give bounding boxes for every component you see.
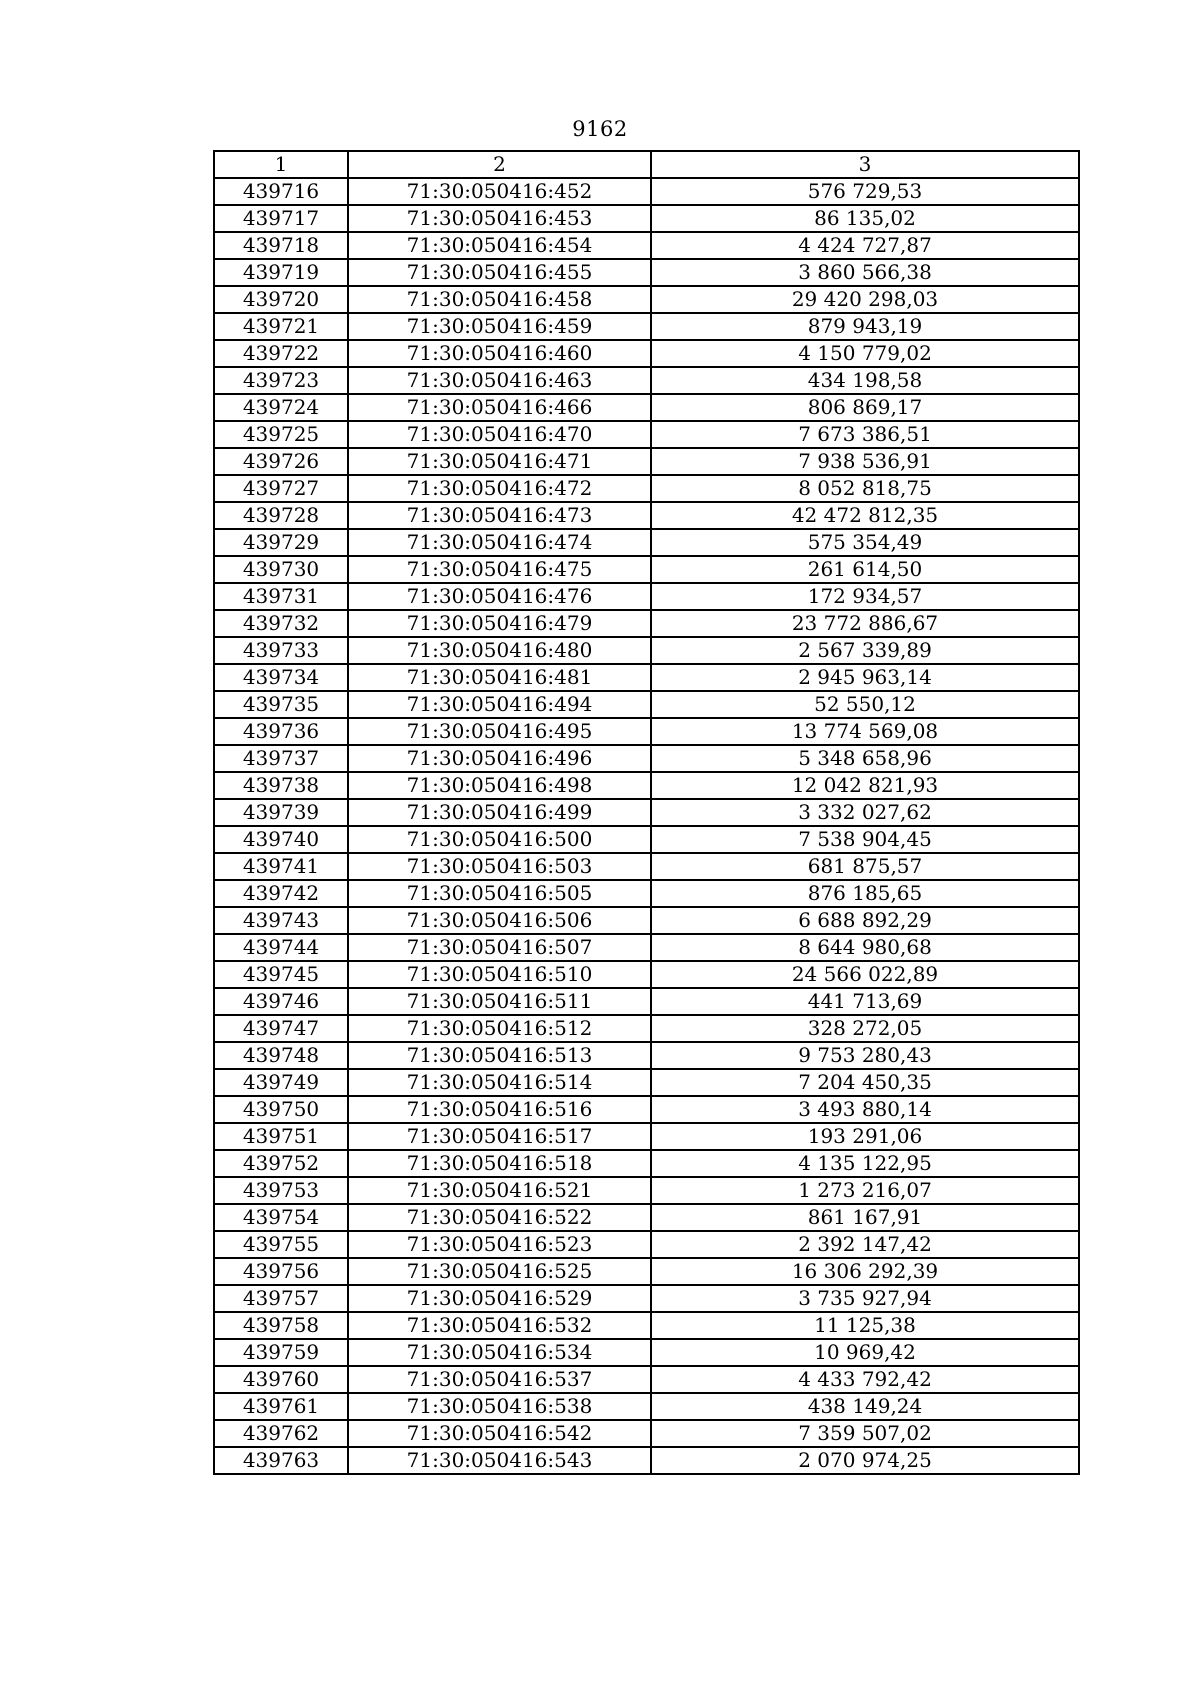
- row-number-cell: 439731: [214, 583, 348, 610]
- row-number-cell: 439717: [214, 205, 348, 232]
- row-number-cell: 439740: [214, 826, 348, 853]
- cadastral-number-cell: 71:30:050416:538: [348, 1393, 651, 1420]
- table-row: [214, 1339, 1079, 1366]
- page-number: 9162: [572, 117, 628, 141]
- row-number-cell: 439757: [214, 1285, 348, 1312]
- row-number-cell: 439753: [214, 1177, 348, 1204]
- cadastral-number-cell: 71:30:050416:455: [348, 259, 651, 286]
- table-row: [214, 637, 1079, 664]
- cadastral-number-cell: 71:30:050416:534: [348, 1339, 651, 1366]
- row-number-cell: 439756: [214, 1258, 348, 1285]
- row-number-cell: 439742: [214, 880, 348, 907]
- cadastral-number-cell: 71:30:050416:516: [348, 1096, 651, 1123]
- table-row: [214, 475, 1079, 502]
- cadastral-value-cell: 3 493 880,14: [651, 1096, 1079, 1123]
- cadastral-value-cell: 1 273 216,07: [651, 1177, 1079, 1204]
- cadastral-value-cell: 434 198,58: [651, 367, 1079, 394]
- row-number-cell: 439758: [214, 1312, 348, 1339]
- cadastral-value-table: [213, 150, 1080, 1475]
- row-number-cell: 439749: [214, 1069, 348, 1096]
- row-number-cell: 439763: [214, 1447, 348, 1474]
- cadastral-number-cell: 71:30:050416:476: [348, 583, 651, 610]
- table-row: [214, 988, 1079, 1015]
- cadastral-number-cell: 71:30:050416:473: [348, 502, 651, 529]
- cadastral-number-cell: 71:30:050416:507: [348, 934, 651, 961]
- table-row: [214, 1393, 1079, 1420]
- table-row: [214, 1312, 1079, 1339]
- row-number-cell: 439747: [214, 1015, 348, 1042]
- table-row: [214, 394, 1079, 421]
- cadastral-number-cell: 71:30:050416:525: [348, 1258, 651, 1285]
- table-row: [214, 1258, 1079, 1285]
- row-number-cell: 439725: [214, 421, 348, 448]
- cadastral-value-cell: 576 729,53: [651, 178, 1079, 205]
- cadastral-number-cell: 71:30:050416:529: [348, 1285, 651, 1312]
- cadastral-value-cell: 8 052 818,75: [651, 475, 1079, 502]
- cadastral-value-cell: 2 392 147,42: [651, 1231, 1079, 1258]
- table-row: [214, 1177, 1079, 1204]
- table-row: [214, 691, 1079, 718]
- cadastral-number-cell: 71:30:050416:518: [348, 1150, 651, 1177]
- cadastral-value-cell: 52 550,12: [651, 691, 1079, 718]
- cadastral-number-cell: 71:30:050416:495: [348, 718, 651, 745]
- row-number-cell: 439727: [214, 475, 348, 502]
- table-row: [214, 1366, 1079, 1393]
- cadastral-number-cell: 71:30:050416:480: [348, 637, 651, 664]
- table-row: [214, 907, 1079, 934]
- table-row: [214, 664, 1079, 691]
- cadastral-number-cell: 71:30:050416:474: [348, 529, 651, 556]
- row-number-cell: 439754: [214, 1204, 348, 1231]
- cadastral-number-cell: 71:30:050416:514: [348, 1069, 651, 1096]
- cadastral-value-cell: 681 875,57: [651, 853, 1079, 880]
- table-row: [214, 880, 1079, 907]
- table-row: [214, 1231, 1079, 1258]
- cadastral-number-cell: 71:30:050416:452: [348, 178, 651, 205]
- cadastral-value-cell: 29 420 298,03: [651, 286, 1079, 313]
- table-row: [214, 286, 1079, 313]
- cadastral-number-cell: 71:30:050416:512: [348, 1015, 651, 1042]
- cadastral-value-cell: 7 938 536,91: [651, 448, 1079, 475]
- cadastral-value-cell: 8 644 980,68: [651, 934, 1079, 961]
- cadastral-value-cell: 575 354,49: [651, 529, 1079, 556]
- table-row: [214, 1096, 1079, 1123]
- row-number-cell: 439724: [214, 394, 348, 421]
- cadastral-value-cell: 4 135 122,95: [651, 1150, 1079, 1177]
- row-number-cell: 439730: [214, 556, 348, 583]
- row-number-cell: 439745: [214, 961, 348, 988]
- table-row: [214, 421, 1079, 448]
- cadastral-number-cell: 71:30:050416:522: [348, 1204, 651, 1231]
- cadastral-number-cell: 71:30:050416:511: [348, 988, 651, 1015]
- cadastral-number-cell: 71:30:050416:472: [348, 475, 651, 502]
- table-row: [214, 799, 1079, 826]
- table-row: [214, 745, 1079, 772]
- cadastral-value-cell: 861 167,91: [651, 1204, 1079, 1231]
- row-number-cell: 439744: [214, 934, 348, 961]
- row-number-cell: 439760: [214, 1366, 348, 1393]
- row-number-cell: 439728: [214, 502, 348, 529]
- cadastral-value-cell: 4 433 792,42: [651, 1366, 1079, 1393]
- table-row: [214, 718, 1079, 745]
- table-row: [214, 853, 1079, 880]
- cadastral-value-cell: 23 772 886,67: [651, 610, 1079, 637]
- table-row: [214, 961, 1079, 988]
- cadastral-value-cell: 9 753 280,43: [651, 1042, 1079, 1069]
- row-number-cell: 439761: [214, 1393, 348, 1420]
- table-row: [214, 826, 1079, 853]
- header-cell-3: 3: [651, 151, 1079, 178]
- row-number-cell: 439716: [214, 178, 348, 205]
- row-number-cell: 439726: [214, 448, 348, 475]
- cadastral-number-cell: 71:30:050416:459: [348, 313, 651, 340]
- cadastral-number-cell: 71:30:050416:471: [348, 448, 651, 475]
- row-number-cell: 439739: [214, 799, 348, 826]
- cadastral-value-cell: 42 472 812,35: [651, 502, 1079, 529]
- cadastral-value-cell: 10 969,42: [651, 1339, 1079, 1366]
- cadastral-value-cell: 441 713,69: [651, 988, 1079, 1015]
- row-number-cell: 439752: [214, 1150, 348, 1177]
- header-cell-2: 2: [348, 151, 651, 178]
- table-row: [214, 1123, 1079, 1150]
- row-number-cell: 439720: [214, 286, 348, 313]
- row-number-cell: 439719: [214, 259, 348, 286]
- row-number-cell: 439732: [214, 610, 348, 637]
- cadastral-value-cell: 193 291,06: [651, 1123, 1079, 1150]
- row-number-cell: 439733: [214, 637, 348, 664]
- cadastral-value-cell: 24 566 022,89: [651, 961, 1079, 988]
- row-number-cell: 439722: [214, 340, 348, 367]
- cadastral-value-cell: 3 332 027,62: [651, 799, 1079, 826]
- cadastral-number-cell: 71:30:050416:458: [348, 286, 651, 313]
- table-row: [214, 367, 1079, 394]
- cadastral-value-cell: 4 150 779,02: [651, 340, 1079, 367]
- cadastral-value-cell: 438 149,24: [651, 1393, 1079, 1420]
- row-number-cell: 439755: [214, 1231, 348, 1258]
- table-row: [214, 529, 1079, 556]
- cadastral-value-cell: 86 135,02: [651, 205, 1079, 232]
- cadastral-value-cell: 879 943,19: [651, 313, 1079, 340]
- cadastral-value-cell: 13 774 569,08: [651, 718, 1079, 745]
- row-number-cell: 439723: [214, 367, 348, 394]
- cadastral-value-cell: 3 735 927,94: [651, 1285, 1079, 1312]
- cadastral-number-cell: 71:30:050416:503: [348, 853, 651, 880]
- cadastral-number-cell: 71:30:050416:481: [348, 664, 651, 691]
- cadastral-value-cell: 806 869,17: [651, 394, 1079, 421]
- table-row: [214, 610, 1079, 637]
- table-body: [214, 151, 1079, 1474]
- table-row: [214, 448, 1079, 475]
- cadastral-number-cell: 71:30:050416:460: [348, 340, 651, 367]
- row-number-cell: 439735: [214, 691, 348, 718]
- cadastral-number-cell: 71:30:050416:510: [348, 961, 651, 988]
- table-row: [214, 583, 1079, 610]
- cadastral-value-cell: 4 424 727,87: [651, 232, 1079, 259]
- cadastral-value-cell: 3 860 566,38: [651, 259, 1079, 286]
- row-number-cell: 439759: [214, 1339, 348, 1366]
- row-number-cell: 439762: [214, 1420, 348, 1447]
- cadastral-number-cell: 71:30:050416:500: [348, 826, 651, 853]
- cadastral-number-cell: 71:30:050416:466: [348, 394, 651, 421]
- row-number-cell: 439737: [214, 745, 348, 772]
- cadastral-value-cell: 7 538 904,45: [651, 826, 1079, 853]
- cadastral-number-cell: 71:30:050416:542: [348, 1420, 651, 1447]
- row-number-cell: 439734: [214, 664, 348, 691]
- cadastral-number-cell: 71:30:050416:505: [348, 880, 651, 907]
- cadastral-value-cell: 12 042 821,93: [651, 772, 1079, 799]
- cadastral-value-cell: 2 945 963,14: [651, 664, 1079, 691]
- table-row: [214, 934, 1079, 961]
- row-number-cell: 439718: [214, 232, 348, 259]
- row-number-cell: 439741: [214, 853, 348, 880]
- row-number-cell: 439729: [214, 529, 348, 556]
- table-row: [214, 1015, 1079, 1042]
- cadastral-number-cell: 71:30:050416:496: [348, 745, 651, 772]
- row-number-cell: 439750: [214, 1096, 348, 1123]
- cadastral-value-cell: 11 125,38: [651, 1312, 1079, 1339]
- cadastral-number-cell: 71:30:050416:506: [348, 907, 651, 934]
- row-number-cell: 439751: [214, 1123, 348, 1150]
- table-row: [214, 556, 1079, 583]
- table-row: [214, 232, 1079, 259]
- cadastral-value-cell: 5 348 658,96: [651, 745, 1079, 772]
- cadastral-number-cell: 71:30:050416:479: [348, 610, 651, 637]
- table-row: [214, 1150, 1079, 1177]
- table-row: [214, 340, 1079, 367]
- row-number-cell: 439746: [214, 988, 348, 1015]
- cadastral-value-cell: 2 567 339,89: [651, 637, 1079, 664]
- cadastral-number-cell: 71:30:050416:498: [348, 772, 651, 799]
- row-number-cell: 439736: [214, 718, 348, 745]
- cadastral-value-cell: 261 614,50: [651, 556, 1079, 583]
- cadastral-value-cell: 172 934,57: [651, 583, 1079, 610]
- row-number-cell: 439748: [214, 1042, 348, 1069]
- cadastral-value-cell: 2 070 974,25: [651, 1447, 1079, 1474]
- cadastral-number-cell: 71:30:050416:537: [348, 1366, 651, 1393]
- row-number-cell: 439721: [214, 313, 348, 340]
- cadastral-number-cell: 71:30:050416:453: [348, 205, 651, 232]
- header-row: [214, 151, 1079, 178]
- cadastral-number-cell: 71:30:050416:523: [348, 1231, 651, 1258]
- cadastral-value-cell: 328 272,05: [651, 1015, 1079, 1042]
- table-row: [214, 772, 1079, 799]
- cadastral-value-cell: 6 688 892,29: [651, 907, 1079, 934]
- table-row: [214, 1285, 1079, 1312]
- cadastral-value-cell: 876 185,65: [651, 880, 1079, 907]
- cadastral-value-cell: 7 359 507,02: [651, 1420, 1079, 1447]
- cadastral-number-cell: 71:30:050416:543: [348, 1447, 651, 1474]
- cadastral-value-cell: 7 673 386,51: [651, 421, 1079, 448]
- row-number-cell: 439738: [214, 772, 348, 799]
- cadastral-number-cell: 71:30:050416:470: [348, 421, 651, 448]
- cadastral-number-cell: 71:30:050416:513: [348, 1042, 651, 1069]
- cadastral-value-cell: 7 204 450,35: [651, 1069, 1079, 1096]
- header-cell-1: 1: [214, 151, 348, 178]
- table-row: [214, 259, 1079, 286]
- cadastral-number-cell: 71:30:050416:454: [348, 232, 651, 259]
- table-row: [214, 1420, 1079, 1447]
- cadastral-number-cell: 71:30:050416:463: [348, 367, 651, 394]
- table-row: [214, 1069, 1079, 1096]
- table-row: [214, 313, 1079, 340]
- cadastral-number-cell: 71:30:050416:532: [348, 1312, 651, 1339]
- table-row: [214, 205, 1079, 232]
- table-row: [214, 1042, 1079, 1069]
- table-row: [214, 1204, 1079, 1231]
- table-row: [214, 502, 1079, 529]
- row-number-cell: 439743: [214, 907, 348, 934]
- cadastral-number-cell: 71:30:050416:499: [348, 799, 651, 826]
- cadastral-number-cell: 71:30:050416:517: [348, 1123, 651, 1150]
- cadastral-number-cell: 71:30:050416:475: [348, 556, 651, 583]
- table-row: [214, 1447, 1079, 1474]
- cadastral-number-cell: 71:30:050416:521: [348, 1177, 651, 1204]
- cadastral-value-cell: 16 306 292,39: [651, 1258, 1079, 1285]
- cadastral-number-cell: 71:30:050416:494: [348, 691, 651, 718]
- table-row: [214, 178, 1079, 205]
